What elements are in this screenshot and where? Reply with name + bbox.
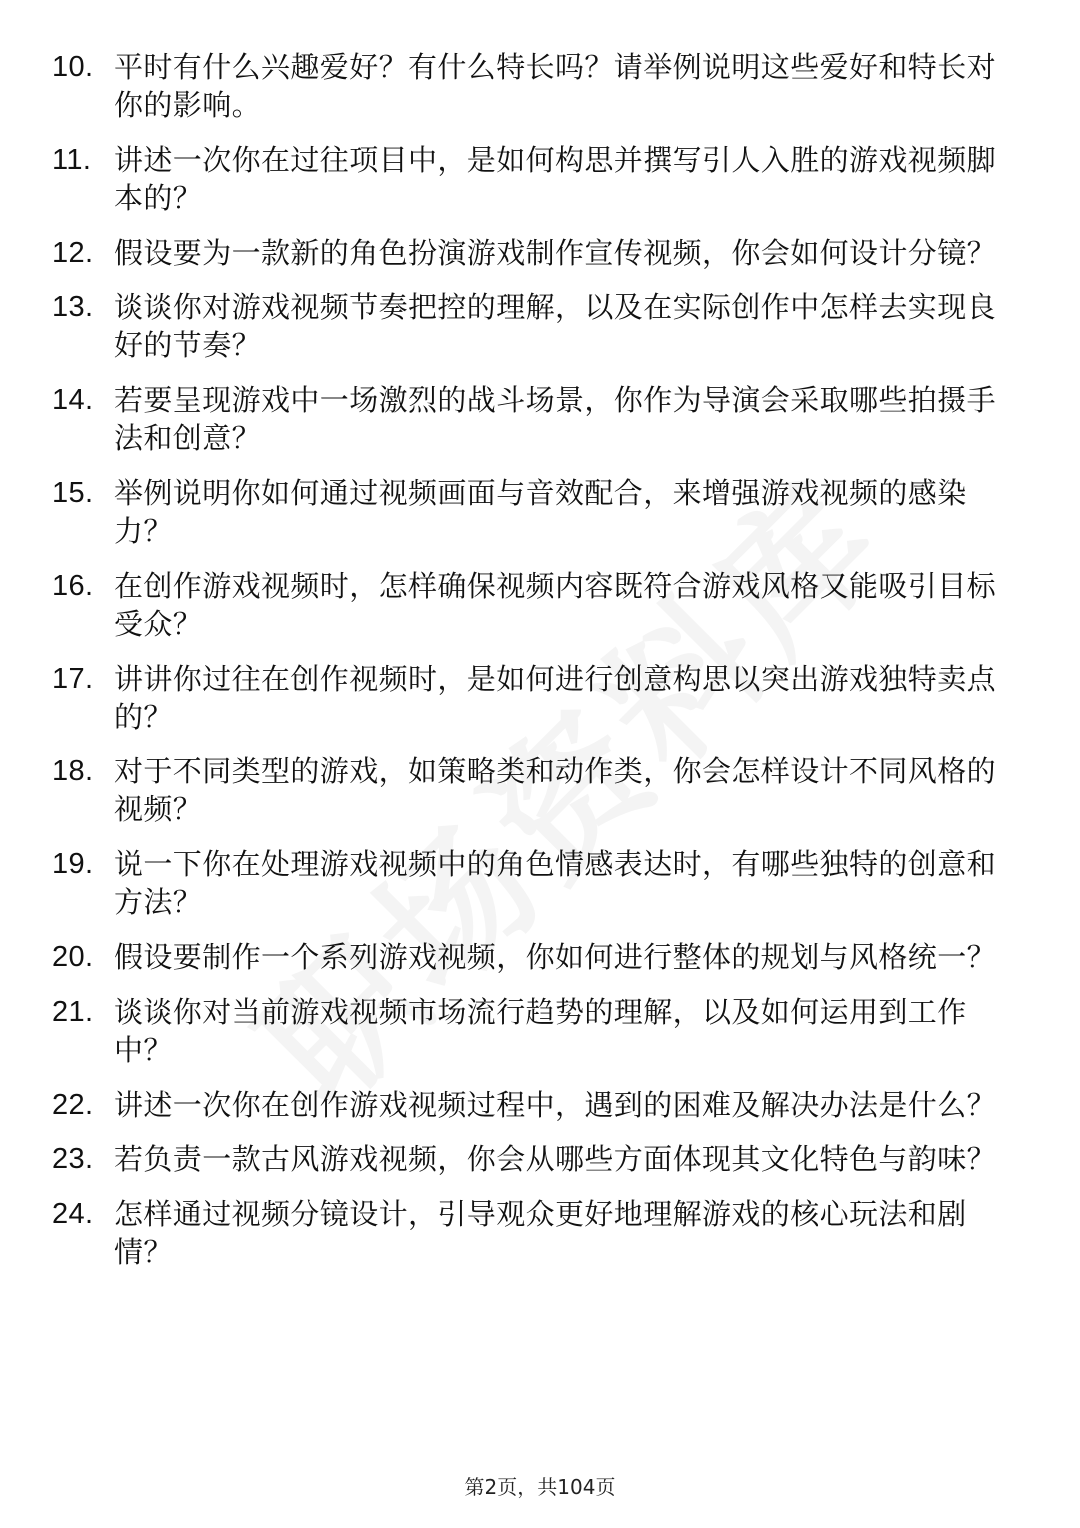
question-number: 23. [52, 1143, 94, 1176]
question-number: 11. [52, 143, 92, 176]
question-text: 对于不同类型的游戏，如策略类和动作类，你会怎样设计不同风格的视频？ [114, 754, 997, 827]
question-number: 12. [52, 236, 94, 269]
question-item [52, 288, 1012, 364]
question-item [52, 474, 1012, 550]
question-item [52, 234, 1012, 272]
question-item [52, 938, 1012, 976]
question-number: 24. [52, 1198, 94, 1231]
question-number: 10. [52, 51, 94, 83]
question-number: 21. [52, 995, 94, 1028]
question-item [52, 752, 1012, 828]
question-number: 16. [52, 569, 94, 602]
page-footer: 第2页，共104页 [464, 1475, 616, 1499]
question-item [52, 1140, 1012, 1178]
question-number: 22. [52, 1088, 94, 1121]
question-text: 讲述一次你在过往项目中，是如何构思并撰写引人入胜的游戏视频脚本的？ [114, 142, 997, 215]
question-item [52, 845, 1012, 921]
question-text: 讲讲你过往在创作视频时，是如何进行创意构思以突出游戏独特卖点的？ [114, 661, 997, 734]
question-text: 若要呈现游戏中一场激烈的战斗场景，你作为导演会采取哪些拍摄手法和创意？ [114, 383, 997, 456]
question-text: 若负责一款古风游戏视频，你会从哪些方面体现其文化特色与韵味？ [114, 1142, 997, 1177]
question-item [52, 993, 1012, 1069]
question-text: 谈谈你对游戏视频节奏把控的理解，以及在实际创作中怎样去实现良好的节奏？ [114, 290, 997, 363]
question-item [52, 1086, 1012, 1124]
question-text: 在创作游戏视频时，怎样确保视频内容既符合游戏风格又能吸引目标受众？ [114, 568, 997, 641]
question-number: 18. [52, 755, 94, 788]
question-text: 假设要制作一个系列游戏视频，你如何进行整体的规划与风格统一？ [114, 939, 997, 974]
question-text: 假设要为一款新的角色扮演游戏制作宣传视频，你会如何设计分镜？ [114, 235, 997, 270]
question-number: 15. [52, 476, 94, 509]
question-item [52, 48, 1012, 124]
question-item [52, 1195, 1012, 1271]
question-list [52, 48, 1012, 1288]
question-text: 说一下你在处理游戏视频中的角色情感表达时，有哪些独特的创意和方法？ [114, 847, 997, 920]
question-text: 举例说明你如何通过视频画面与音效配合，来增强游戏视频的感染力？ [114, 475, 967, 548]
question-item [52, 660, 1012, 736]
question-number: 17. [52, 662, 94, 695]
question-text: 平时有什么兴趣爱好？有什么特长吗？请举例说明这些爱好和特长对你的影响。 [114, 50, 997, 122]
question-number: 13. [52, 291, 94, 324]
question-text: 谈谈你对当前游戏视频市场流行趋势的理解，以及如何运用到工作中？ [114, 994, 967, 1067]
question-item [52, 381, 1012, 457]
question-text: 怎样通过视频分镜设计，引导观众更好地理解游戏的核心玩法和剧情？ [114, 1197, 967, 1270]
question-number: 14. [52, 384, 94, 417]
question-number: 20. [52, 940, 94, 973]
question-number: 19. [52, 848, 94, 881]
question-text: 讲述一次你在创作游戏视频过程中，遇到的困难及解决办法是什么？ [114, 1087, 997, 1122]
question-item [52, 567, 1012, 643]
question-item [52, 141, 1012, 217]
